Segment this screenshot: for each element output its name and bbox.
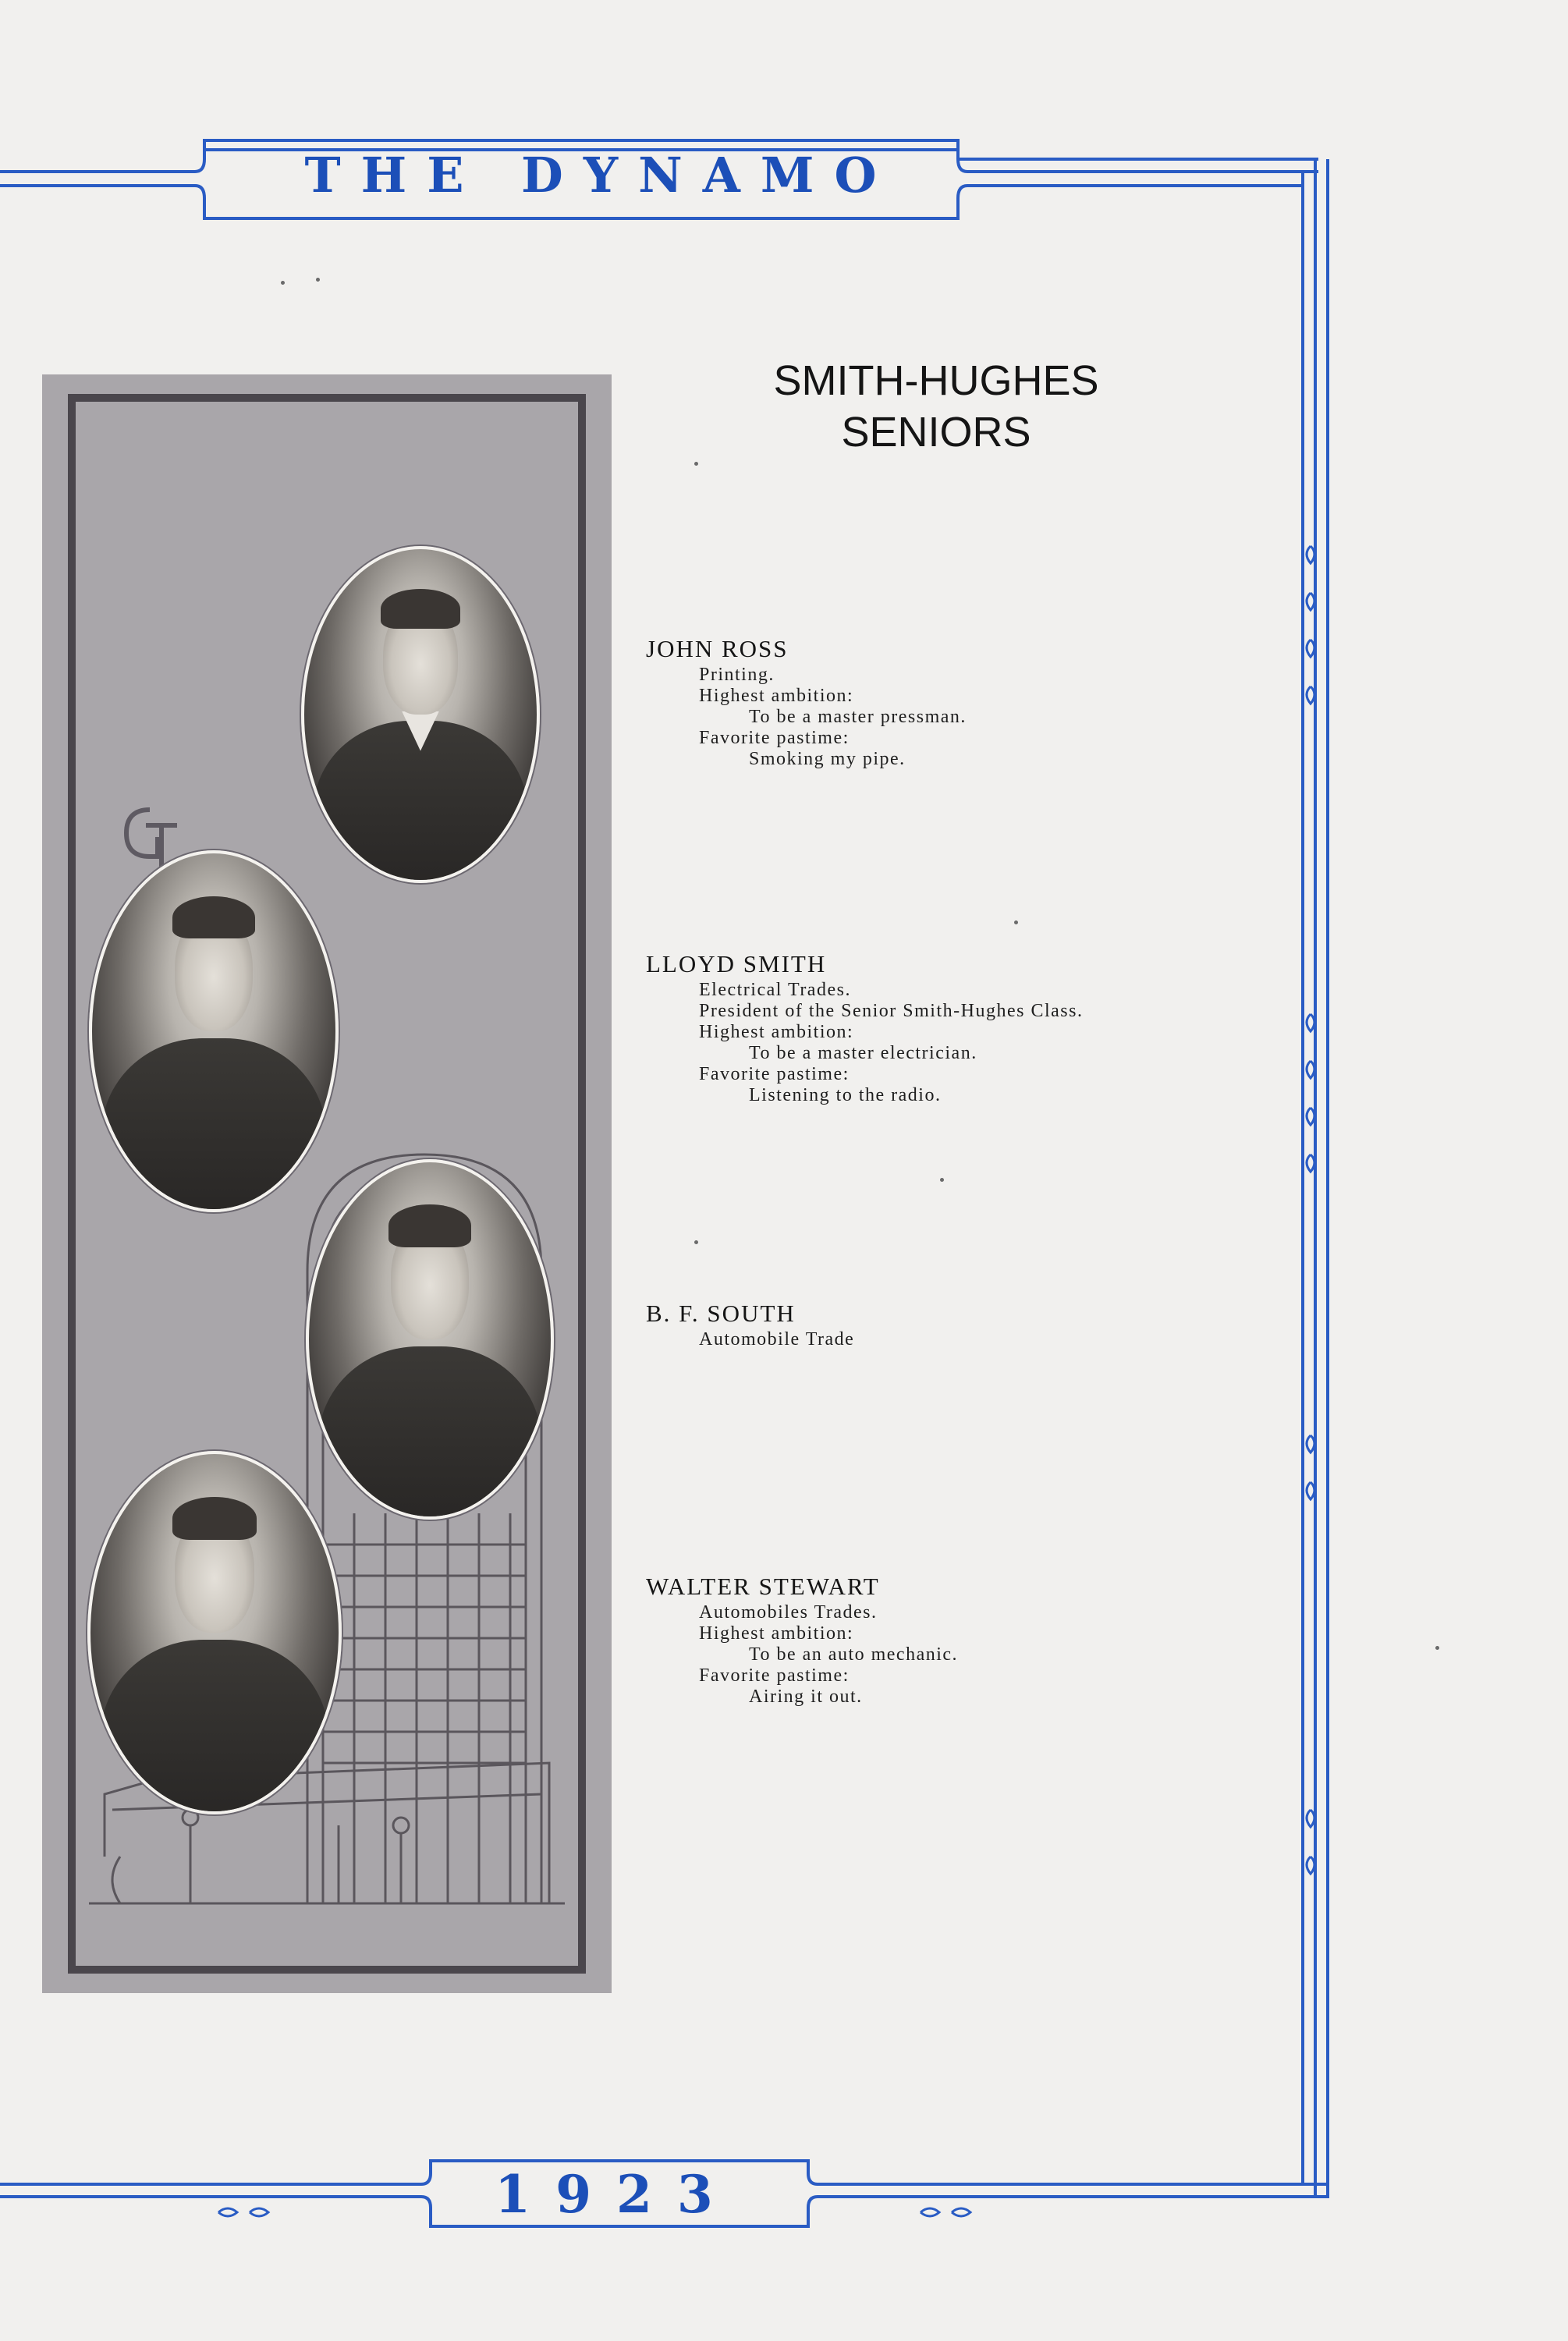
entry-trade: Printing. xyxy=(699,665,775,685)
entry-pastime: Listening to the radio. xyxy=(749,1085,942,1105)
paper-speck xyxy=(1435,1646,1439,1650)
entry-john-ross xyxy=(646,633,1301,770)
portrait-john-ross xyxy=(301,546,540,883)
entry-trade: Electrical Trades. xyxy=(699,980,851,1000)
entry-name: B. F. SOUTH xyxy=(646,1300,796,1327)
paper-speck xyxy=(694,1240,698,1244)
section-title xyxy=(686,355,1186,458)
entry-ambition-label: Highest ambition: xyxy=(699,1623,854,1644)
paper-speck xyxy=(1014,920,1018,924)
entry-name: WALTER STEWART xyxy=(646,1573,880,1600)
entry-pastime: Airing it out. xyxy=(749,1687,863,1707)
entry-pastime-label: Favorite pastime: xyxy=(699,1665,850,1686)
portrait-bf-south xyxy=(306,1159,554,1520)
portrait-walter-stewart xyxy=(87,1451,342,1814)
entry-pastime-label: Favorite pastime: xyxy=(699,1064,850,1084)
entry-lloyd-smith xyxy=(646,949,1301,1106)
portrait-lloyd-smith xyxy=(89,850,339,1212)
entry-walter-stewart xyxy=(646,1571,1301,1708)
entry-trade: Automobile Trade xyxy=(699,1329,855,1350)
entry-ambition-label: Highest ambition: xyxy=(699,686,854,706)
page-footer-year: 1923 xyxy=(495,2164,738,2225)
entry-bf-south xyxy=(646,1298,1301,1350)
entry-ambition: To be a master electrician. xyxy=(749,1043,977,1063)
page-header-title: THE DYNAMO xyxy=(304,147,897,204)
entry-office: President of the Senior Smith-Hughes Class. xyxy=(699,1001,1084,1021)
paper-speck xyxy=(940,1178,944,1182)
section-title-line1: SMITH-HUGHES xyxy=(773,357,1099,404)
paper-speck xyxy=(316,278,320,282)
photo-panel xyxy=(42,374,612,1993)
paper-speck xyxy=(694,462,698,466)
entry-name: LLOYD SMITH xyxy=(646,950,827,977)
entry-ambition: To be a master pressman. xyxy=(749,707,967,727)
entry-pastime-label: Favorite pastime: xyxy=(699,728,850,748)
paper-speck xyxy=(281,281,285,285)
entry-ambition: To be an auto mechanic. xyxy=(749,1644,959,1665)
entry-ambition-label: Highest ambition: xyxy=(699,1022,854,1042)
entry-pastime: Smoking my pipe. xyxy=(749,749,906,769)
section-title-line2: SENIORS xyxy=(841,409,1031,456)
entry-name: JOHN ROSS xyxy=(646,635,789,662)
entry-trade: Automobiles Trades. xyxy=(699,1602,878,1623)
